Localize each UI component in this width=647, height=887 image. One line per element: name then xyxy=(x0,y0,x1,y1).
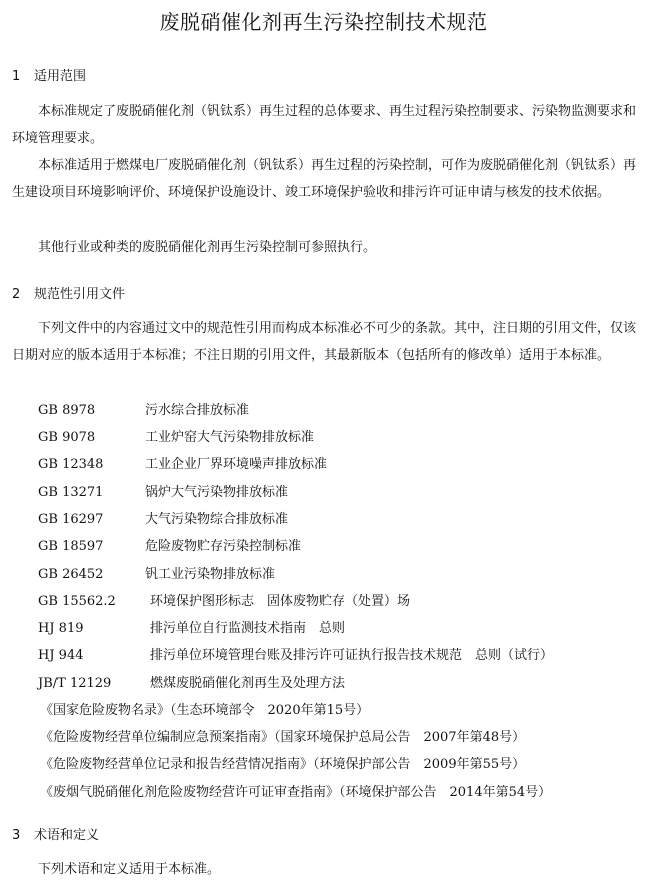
reference-code: GB 16297 xyxy=(38,512,104,527)
reference-title: 锅炉大气污染物排放标准 xyxy=(145,485,289,500)
reference-code: GB 18597 xyxy=(38,539,104,554)
paragraph: 本标准适用于燃煤电厂废脱硝催化剂（钒钛系）再生过程的污染控制，可作为废脱硝催化剂（钒钛系）再生建设项目环境影响评价、环境保护设施设计、竣工环境保护验收和排污许可证申请与核发的技术依据。 xyxy=(12,158,637,200)
referenced-document: 《危险废物经营单位编制应急预案指南》（国家环境保护总局公告 2007年第48号） xyxy=(40,730,526,745)
paragraph: 下列术语和定义适用于本标准。 xyxy=(38,862,221,877)
referenced-document: 《国家危险废物名录》（生态环境部令 2020年第15号） xyxy=(40,703,370,718)
reference-title: 燃煤废脱硝催化剂再生及处理方法 xyxy=(150,676,346,691)
section-number: 2 xyxy=(12,287,21,302)
paragraph: 本标准规定了废脱硝催化剂（钒钛系）再生过程的总体要求、再生过程污染控制要求、污染物监测要求和环境管理要求。 xyxy=(12,104,637,146)
reference-code: GB 12348 xyxy=(38,457,104,472)
reference-code: GB 26452 xyxy=(38,567,104,582)
reference-title: 环境保护图形标志 固体废物贮存（处置）场 xyxy=(150,594,411,609)
paragraph: 其他行业或种类的废脱硝催化剂再生污染控制可参照执行。 xyxy=(38,240,377,255)
reference-title: 排污单位自行监测技术指南 总则 xyxy=(150,621,346,636)
section-title: 术语和定义 xyxy=(34,828,100,843)
referenced-document: 《废烟气脱硝催化剂危险废物经营许可证审查指南》（环境保护部公告 2014年第54号） xyxy=(40,785,552,800)
reference-code: HJ 819 xyxy=(38,621,84,636)
reference-title: 工业炉窑大气污染物排放标准 xyxy=(145,430,315,445)
document-title: 废脱硝催化剂再生污染控制技术规范 xyxy=(159,10,488,34)
section-3-heading xyxy=(12,826,99,846)
section-title: 适用范围 xyxy=(34,69,87,84)
reference-title: 污水综合排放标准 xyxy=(145,403,250,418)
reference-title: 钒工业污染物排放标准 xyxy=(145,567,276,582)
reference-code: GB 8978 xyxy=(38,403,96,418)
reference-title: 工业企业厂界环境噪声排放标准 xyxy=(145,457,328,472)
section-title: 规范性引用文件 xyxy=(34,287,126,302)
reference-title: 大气污染物综合排放标准 xyxy=(145,512,289,527)
reference-code: JB/T 12129 xyxy=(38,676,112,691)
section-number: 1 xyxy=(12,69,21,84)
reference-title: 排污单位环境管理台账及排污许可证执行报告技术规范 总则（试行） xyxy=(150,648,554,663)
section-number: 3 xyxy=(12,828,21,843)
reference-code: GB 15562.2 xyxy=(38,594,116,609)
reference-code: HJ 944 xyxy=(38,648,84,663)
paragraph: 下列文件中的内容通过文中的规范性引用而构成本标准必不可少的条款。其中，注日期的引用文件，仅该日期对应的版本适用于本标准；不注日期的引用文件，其最新版本（包括所有的修改单）适用于本标准。 xyxy=(12,321,637,363)
reference-code: GB 9078 xyxy=(38,430,96,445)
referenced-document: 《危险废物经营单位记录和报告经营情况指南》（环境保护部公告 2009年第55号） xyxy=(40,757,526,772)
section-1-heading xyxy=(12,67,86,87)
reference-title: 危险废物贮存污染控制标准 xyxy=(145,539,302,554)
reference-code: GB 13271 xyxy=(38,485,104,500)
section-2-heading xyxy=(12,285,125,305)
